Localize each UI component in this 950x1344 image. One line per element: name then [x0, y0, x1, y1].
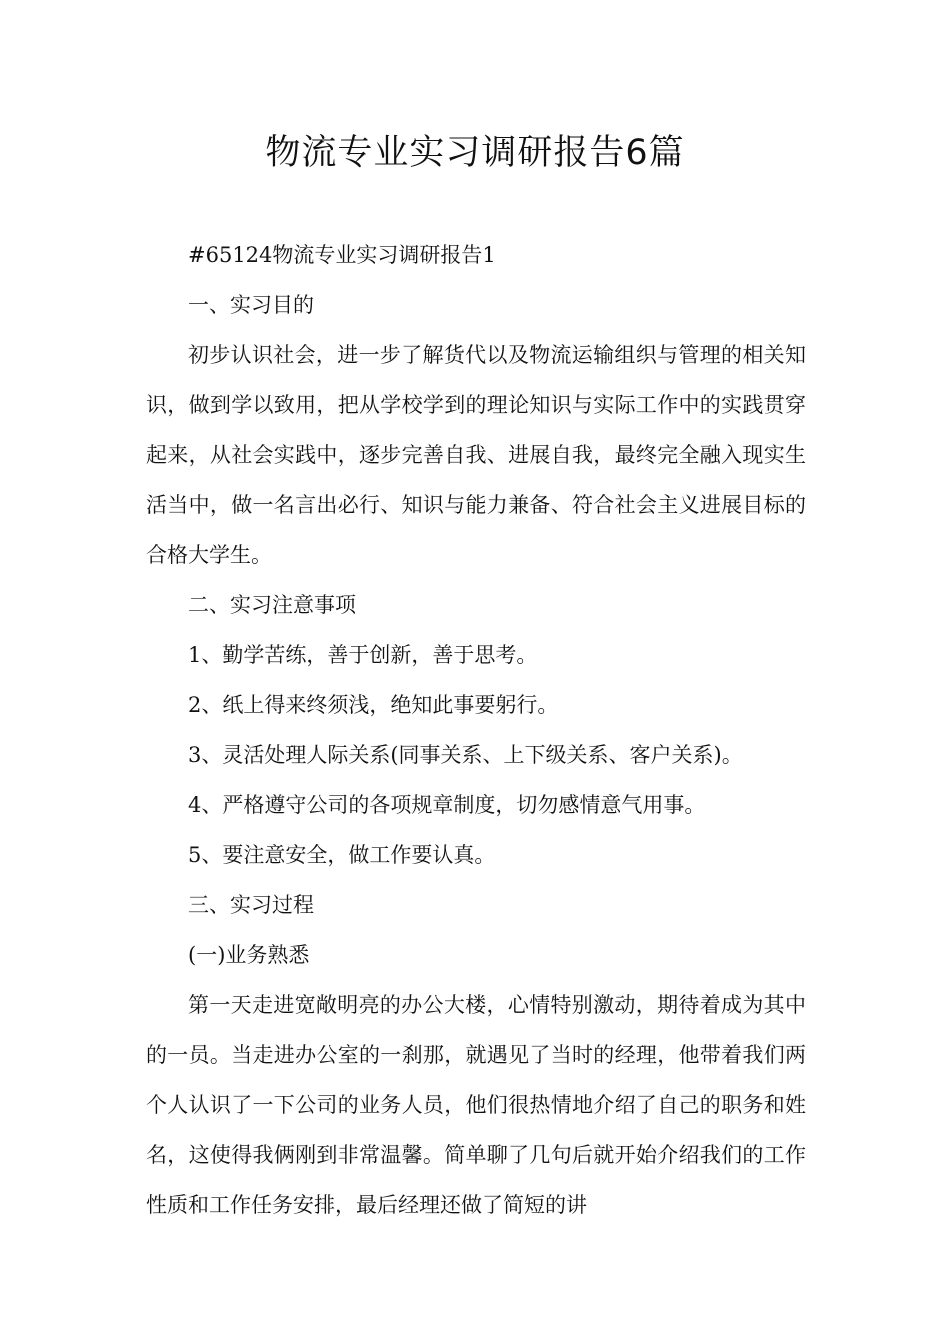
paragraph-section-2: 二、实习注意事项: [188, 593, 356, 617]
paragraph-item-3: 3、灵活处理人际关系(同事关系、上下级关系、客户关系)。: [188, 743, 743, 767]
document-body: [146, 230, 806, 1230]
paragraph-process: 第一天走进宽敞明亮的办公大楼，心情特别激动，期待着成为其中的一员。当走进办公室的一刹那，就遇见了当时的经理，他带着我们两个人认识了一下公司的业务人员，他们很热情地介绍了自己的职务和姓名，这使得我俩刚到非常温馨。简单聊了几句后就开始介绍我们的工作性质和工作任务安排，最后经理还做了简短的讲: [146, 993, 806, 1217]
paragraph-section-1: 一、实习目的: [188, 293, 314, 317]
paragraph-item-1: 1、勤学苦练，善于创新，善于思考。: [188, 643, 538, 667]
paragraph-subsection-1: (一)业务熟悉: [188, 943, 310, 967]
paragraph-item-5: 5、要注意安全，做工作要认真。: [188, 843, 496, 867]
paragraph-section-3: 三、实习过程: [188, 893, 314, 917]
paragraph-item-2: 2、纸上得来终须浅，绝知此事要躬行。: [188, 693, 559, 717]
paragraph-purpose: 初步认识社会，进一步了解货代以及物流运输组织与管理的相关知识，做到学以致用，把从学校学到的理论知识与实际工作中的实践贯穿起来，从社会实践中，逐步完善自我、进展自我，最终完全融入现实生活当中，做一名言出必行、知识与能力兼备、符合社会主义进展目标的合格大学生。: [146, 343, 806, 567]
document-title: 物流专业实习调研报告6篇: [265, 133, 685, 173]
paragraph-heading-report: #65124物流专业实习调研报告1: [188, 243, 496, 267]
paragraph-item-4: 4、严格遵守公司的各项规章制度，切勿感情意气用事。: [188, 793, 706, 817]
